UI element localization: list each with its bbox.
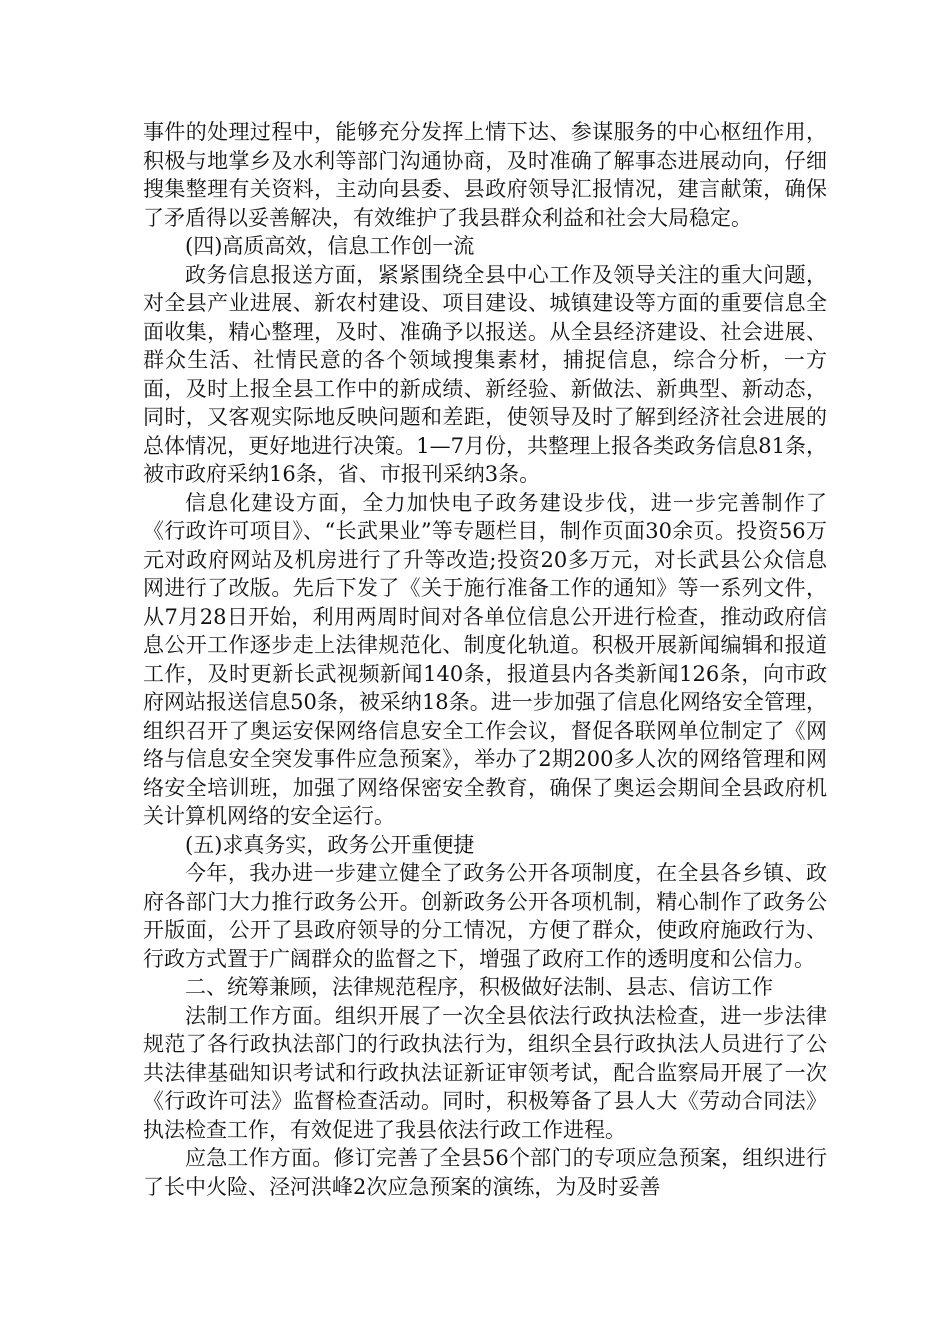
section-heading-2: 二、统筹兼顾，法律规范程序，积极做好法制、县志、信访工作 [185,975,773,999]
paragraph-open-government: 今年，我办进一步建立健全了政务公开各项制度，在全县各乡镇、政府各部门大力推行政务公开。创新政务公开各项机制，精心制作了政务公开版面，公开了县政府领导的分工情况，方便了群众，使政府施政行为、行政方式置于广阔群众的监督之下，增强了政府工作的透明度和公信力。 [143,861,827,971]
paragraph-legal-work: 法制工作方面。组织开展了一次全县依法行政执法检查，进一步法律规范了各行政执法部门的行政执法行为，组织全县行政执法人员进行了公共法律基础知识考试和行政执法证新证审领考试，配合监察局开展了一次《行政许可法》监督检查活动。同时，积极筹备了县人大《劳动合同法》执法检查工作，有效促进了我县依法行政工作进程。 [143,1003,827,1142]
paragraph-emergency-work: 应急工作方面。修订完善了全县56个部门的专项应急预案，组织进行了长中火险、泾河洪峰2次应急预案的演练，为及时妥善 [143,1146,827,1199]
section-heading-5: (五)求真务实，政务公开重便捷 [185,832,475,857]
paragraph-continuation: 事件的处理过程中，能够充分发挥上情下达、参谋服务的中心枢纽作用，积极与地掌乡及水利等部门沟通协商，及时准确了解事态进展动向，仔细搜集整理有关资料，主动向县委、县政府领导汇报情况，建言献策，确保了矛盾得以妥善解决，有效维护了我县群众利益和社会大局稳定。 [143,120,827,230]
section-heading-4: (四)高质高效，信息工作创一流 [185,234,475,258]
document-body [143,118,827,1201]
paragraph-informatization: 信息化建设方面，全力加快电子政务建设步伐，进一步完善制作了《行政许可项目》、“长武果业”等专题栏目，制作页面30余页。投资56万元对政府网站及机房进行了升等改造;投资20多万元，对长武县公众信息网进行了改版。先后下发了《关于施行准备工作的通知》等一系列文件，从7月28日开始，利用两周时间对各单位信息公开进行检查，推动政府信息公开工作逐步走上法律规范化、制度化轨道。积极开展新闻编辑和报道工作，及时更新长武视频新闻140条，报道县内各类新闻126条，向市政府网站报送信息50条，被采纳18条。进一步加强了信息化网络安全管理，组织召开了奥运安保网络信息安全工作会议，督促各联网单位制定了《网络与信息安全突发事件应急预案》，举办了2期200多人次的网络管理和网络安全培训班，加强了网络保密安全教育，确保了奥运会期间全县政府机关计算机网络的安全运行。 [143,490,827,828]
paragraph-info-reporting: 政务信息报送方面，紧紧围绕全县中心工作及领导关注的重大问题，对全县产业进展、新农村建设、项目建设、城镇建设等方面的重要信息全面收集，精心整理，及时、准确予以报送。从全县经济建设、社会进展、群众生活、社情民意的各个领域搜集素材，捕捉信息，综合分析，一方面，及时上报全县工作中的新成绩、新经验、新做法、新典型、新动态，同时，又客观实际地反映问题和差距，使领导及时了解到经济社会进展的总体情况，更好地进行决策。1—7月份，共整理上报各类政务信息81条，被市政府采纳16条，省、市报刊采纳3条。 [143,262,827,486]
